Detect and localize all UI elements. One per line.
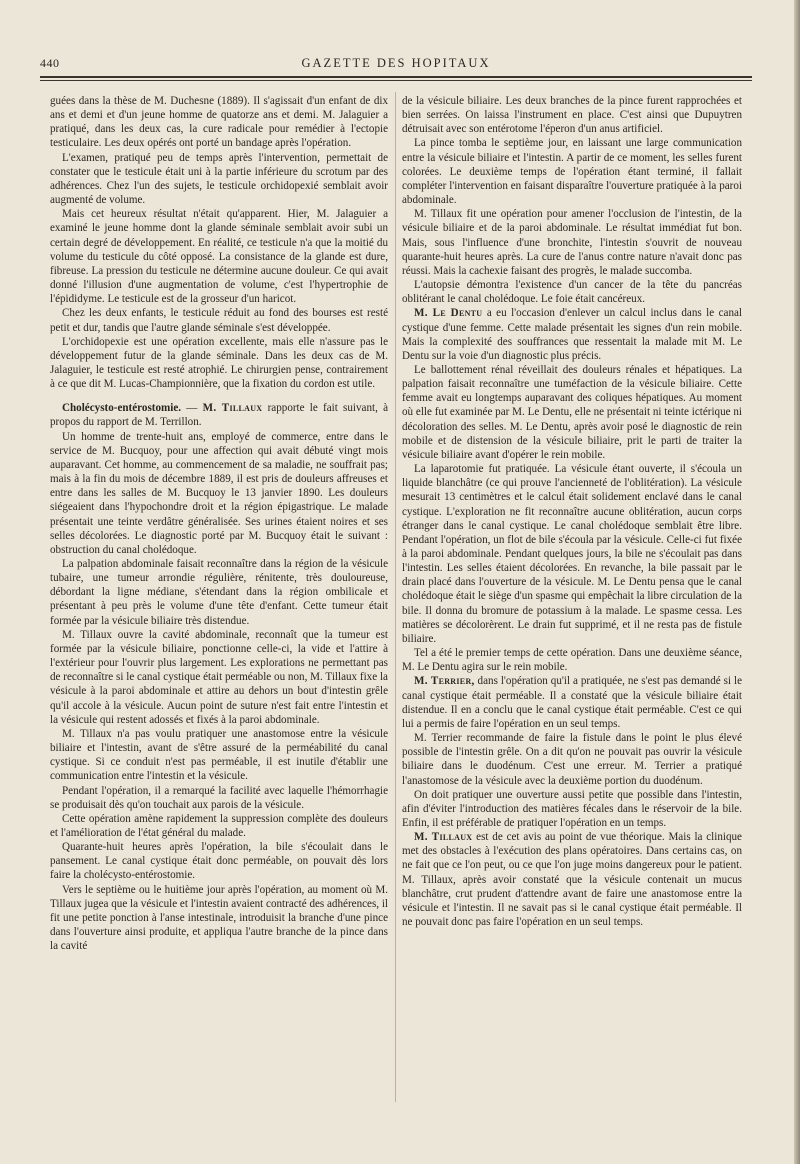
speaker-name: M. Terrier,	[414, 675, 475, 688]
paragraph: Cette opération amène rapidement la suppression complète des douleurs et l'amélioration de l'état général du malade.	[50, 812, 388, 839]
paragraph: L'orchidopexie est une opération excellente, mais elle n'assure pas le développement futur de la glande séminale. Dans les deux cas de M. Jalaguier, le testicule est resté atrophié. Le chirurgien pense, contrairement à ce que dit M. Lucas-Championnière, que la fixation du cordon est utile.	[50, 335, 388, 391]
section-paragraph	[50, 401, 388, 429]
paragraph: L'autopsie démontra l'existence d'un cancer de la tête du pancréas oblitérant le canal cholédoque. Le foie était cancéreux.	[402, 279, 742, 306]
paragraph	[402, 674, 742, 731]
speaker-name: M. Tillaux	[414, 831, 473, 844]
paragraph: Le ballottement rénal réveillait des douleurs rénales et hépatiques. La palpation faisait reconnaître une tuméfaction de la vésicule biliaire. Cette femme avait eu longtemps auparavant des coliques hépatiques. Au moment où elle fut examinée par M. Le Dentu, elle ne présentait ni teinte ictérique ni décoloration des selles. M. Le Dentu, après avoir posé le diagnostic de rein mobile et de distension de la vésicule biliaire, prit le parti de traiter la vésicule biliaire avant d'opérer le rein mobile.	[402, 363, 742, 461]
paragraph: de la vésicule biliaire. Les deux branches de la pince furent rapprochées et bien serrées. On laissa l'instrument en place. C'est ainsi que Dupuytren détruisait avec son entérotome l'éperon d'un anus artificiel.	[402, 95, 742, 136]
paragraph: M. Tillaux fit une opération pour amener l'occlusion de l'intestin, de la vésicule biliaire et de la paroi abdominale. Le résultat immédiat fut bon. Mais, sous l'influence d'une bronchite, l'intestin s'ouvrit de nouveau quarante-huit heures après. La cure de l'anus contre nature n'avait donc pas réussi. Mais la cachexie faisant des progrès, le malade succomba.	[402, 208, 742, 277]
paragraph: M. Terrier recommande de faire la fistule dans le point le plus élevé possible de l'intestin grêle. On a dit qu'on ne pouvait pas ouvrir la vésicule biliaire dans le duodénum. C'est une erreur. M. Terrier a pratiqué l'anastomose de la vésicule avec la deuxième portion du duodénum.	[402, 732, 742, 787]
paragraph: M. Tillaux n'a pas voulu pratiquer une anastomose entre la vésicule biliaire et l'intestin, avant de s'être assuré de la perméabilité du canal cystique. Si ce conduit n'est pas perméable, il est inutile d'établir une communication entre l'intestin et la vésicule.	[50, 727, 388, 783]
paragraph: Vers le septième ou le huitième jour après l'opération, au moment où M. Tillaux jugea que la vésicule et l'intestin avaient contracté des adhérences, il fit une petite ponction à l'anse intestinale, introduisit la branche d'une pince dans l'ouverture ainsi produite, et appliqua l'autre branche de la pince dans la cavité	[50, 883, 388, 953]
paragraph: La pince tomba le septième jour, en laissant une large communication entre la vésicule biliaire et l'intestin. A partir de ce moment, les selles furent colorées. Le deuxième temps de l'opération étant terminé, il fallait compléter l'intervention en faisant disparaître l'ouverture pratiquée à la paroi abdominale.	[402, 137, 742, 207]
speaker-name: M. Le Dentu	[414, 307, 483, 320]
paragraph: La palpation abdominale faisait reconnaître dans la région de la vésicule tubaire, une tumeur arrondie régulière, rénitente, très douloureuse, débordant la ligne médiane, s'étendant dans la région ombilicale et présentant à peu près le volume d'une tête d'enfant. Cette tumeur était formée par la vésicule biliaire très distendue.	[50, 558, 388, 627]
paragraph-text: est de cet avis au point de vue théorique. Mais la clinique met des obstacles à l'exécution des plans opératoires. Dans certains cas, on ne fait que ce l'on peut, ou ce que l'on juge moins dangereux pour le patient. M. Tillaux, après avoir constaté que la vésicule contenait un mucus blanchâtre, crut prudent d'attendre avant de faire une anastomose entre la vésicule et l'intestin. Il ne savait pas si le canal cystique était perméable. Il ne pouvait donc pas faire l'opération en un seul temps.	[402, 831, 742, 929]
paragraph: Tel a été le premier temps de cette opération. Dans une deuxième séance, M. Le Dentu agira sur le rein mobile.	[402, 647, 742, 674]
paragraph: La laparotomie fut pratiquée. La vésicule étant ouverte, il s'écoula un liquide blanchâtre (ce qui prouve l'ancienneté de l'oblitération). La vésicule mesurait 13 centimètres et le calcul était solidement enclavé dans le canal cystique. L'exploration ne fit reconnaître aucune oblitération, aucun corps étranger dans le canal cystique. Le canal cholédoque semblait être libre. Pendant l'opération, un flot de bile s'écoula par la vésicule. Celle-ci fut fixée à la paroi abdominale. Pendant quelques jours, la bile ne s'écoulait pas dans l'intestin. Les selles étaient décolorées. En revanche, la bile passait par le drain placé dans l'ouverture de la vésicule. M. Le Dentu pensa que le canal cholédoque était le siège d'un spasme qui empêchait la libre circulation de la bile. Il donna du bromure de potassium à la malade. Le spasme cessa. Les matières se décolorèrent. Le drain fut supprimé, et il ne resta pas de fistule biliaire.	[402, 463, 742, 645]
left-column	[50, 94, 388, 953]
section-title: Cholécysto-entérostomie.	[62, 402, 182, 415]
page-number: 440	[40, 56, 60, 70]
speaker-name: M. Tillaux	[202, 402, 263, 415]
paragraph: On doit pratiquer une ouverture aussi petite que possible dans l'intestin, afin d'éviter l'introduction des matières fécales dans le réservoir de la bile. Enfin, il est préférable de pratiquer l'opération en un temps.	[402, 788, 742, 829]
paragraph-text: rapporte le fait suivant, à propos du rapport de M. Terrillon.	[50, 402, 388, 429]
paragraph: guées dans la thèse de M. Duchesne (1889). Il s'agissait d'un enfant de dix ans et demi et d'un jeune homme de quatorze ans et demi. M. Jalaguier a pratiqué, dans les deux cas, la cure radicale pour remédier à l'ectopie testiculaire. Les deux opérés ont porté un bandage après l'opération.	[50, 95, 388, 150]
page-edge-shadow	[794, 0, 800, 1164]
header-rule-thick	[40, 76, 752, 78]
section-dash: —	[181, 402, 203, 415]
paragraph-text: a eu l'occasion d'enlever un calcul inclus dans le canal cystique d'une femme. Cette malade présentait les signes d'un rein mobile. Mais la complexité des souffrances que ressentait la malade mit M. Le Dentu sur la voie d'un diagnostic plus précis.	[402, 307, 742, 362]
paragraph: Chez les deux enfants, le testicule réduit au fond des bourses est resté petit et dur, tandis que l'autre glande séminale s'est développée.	[50, 307, 388, 334]
journal-title: GAZETTE DES HOPITAUX	[301, 56, 491, 70]
paragraph: L'examen, pratiqué peu de temps après l'intervention, permettait de constater que le testicule était uni à la partie inférieure du scrotum par des adhérences. Chez l'un des sujets, le testicule orchidopexié semblait avoir augmenté de volume.	[50, 151, 388, 207]
page-header	[40, 56, 752, 76]
column-divider	[395, 92, 396, 1102]
paragraph: Mais cet heureux résultat n'était qu'apparent. Hier, M. Jalaguier a examiné le jeune homme dont la glande séminale semblait avoir subi un certain degré de développement. En réalité, ce testicule n'a que la moitié du volume du testicule du côté opposé. La consistance de la glande est dure, fibreuse. La pression du testicule ne détermine aucune douleur. Ce qui avait donné l'illusion d'une augmentation de volume, c'est l'hypertrophie de l'épididyme. Le testicule est de la grosseur d'un haricot.	[50, 208, 388, 306]
header-rule-thin	[40, 80, 752, 81]
right-column	[402, 94, 742, 929]
paragraph: Pendant l'opération, il a remarqué la facilité avec laquelle l'hémorrhagie se produisait dès qu'on touchait aux parois de la vésicule.	[50, 784, 388, 811]
paragraph	[402, 830, 742, 929]
paragraph: M. Tillaux ouvre la cavité abdominale, reconnaît que la tumeur est formée par la vésicule biliaire, ponctionne celle-ci, la vide et l'attire à l'extérieur pour l'ouvrir plus largement. Les explorations ne permettant pas de reconnaître si le canal cystique était perméable ou non, M. Tillaux fixe la vésicule à la paroi abdominale et attire au dehors un bout d'intestin grêle qu'il accole à la vésicule. Aucun point de suture n'est fait entre l'intestin et la vésicule qui restent adossés et fixés à la paroi abdominale.	[50, 628, 388, 726]
paragraph: Un homme de trente-huit ans, employé de commerce, entre dans le service de M. Bucquoy, pour une affection qui avait débuté vingt mois auparavant. Cet homme, au commencement de sa maladie, ne souffrait pas; mais à la fin du mois de décembre 1889, il est pris de douleurs affreuses et entre dans les salles de M. Bucquoy le 13 janvier 1890. Les douleurs siégeaient dans l'hypochondre droit et la région épigastrique. Le malade présentait une teinte verdâtre généralisée. Ses urines étaient noires et ses selles décolorées. Le diagnostic porté par M. Bucquoy était le suivant : obstruction du canal cholédoque.	[50, 430, 388, 556]
paragraph: Quarante-huit heures après l'opération, la bile s'écoulait dans le pansement. Le canal cystique était donc perméable, on pouvait dès lors faire la cholécysto-entérostomie.	[50, 841, 388, 882]
paragraph-text: dans l'opération qu'il a pratiquée, ne s'est pas demandé si le canal cystique était perméable. Il a constaté que la vésicule biliaire était distendue. Il en a conclu que le canal cystique était perméable. C'est ce qui lui a permis de faire l'opération en un seul temps.	[402, 675, 742, 730]
paragraph	[402, 306, 742, 363]
